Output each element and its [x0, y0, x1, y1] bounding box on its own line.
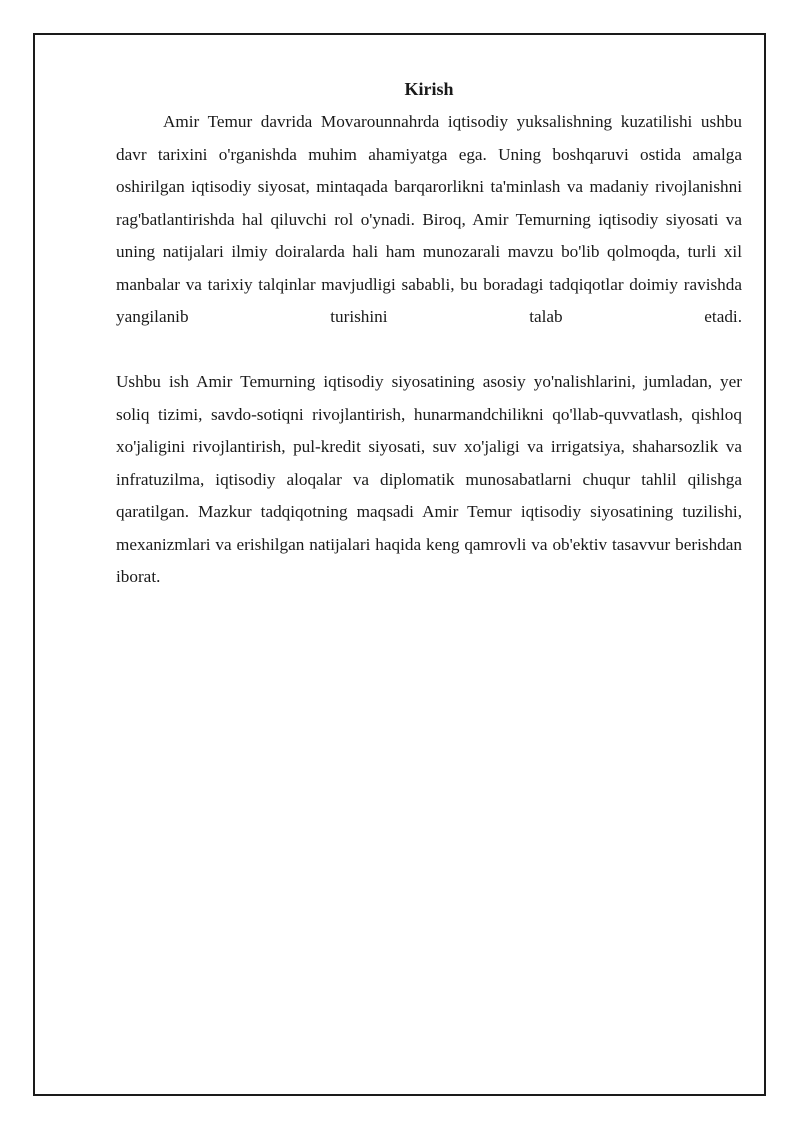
intro-paragraph-1: Amir Temur davrida Movarounnahrda iqtisodiy yuksalishning kuzatilishi ushbu davr tarixini o'rganishda muhim ahamiyatga ega. Uning boshqaruvi ostida amalga oshirilgan iqtisodiy siyosat, mintaqada barqarorlikni ta'minlash va madaniy rivojlanishni rag'batlantirishda hal qiluvchi rol o'ynadi. Biroq, Amir Temurning iqtisodiy siyosati va uning natijalari ilmiy doiralarda hali ham munozarali mavzu bo'lib qolmoqda, turli xil manbalar va tarixiy talqinlar mavjudligi sababli, bu boradagi tadqiqotlar doimiy ravishda yangilanib turishini talab etadi.	[116, 112, 742, 326]
document-body	[116, 75, 742, 594]
document-title: Kirish	[404, 79, 454, 99]
intro-paragraph-2: Ushbu ish Amir Temurning iqtisodiy siyosatining asosiy yo'nalishlarini, jumladan, yer soliq tizimi, savdo-sotiqni rivojlantirish, hunarmandchilikni qo'llab-quvvatlash, qishloq xo'jaligini rivojlantirish, pul-kredit siyosati, suv xo'jaligi va irrigatsiya, shaharsozlik va infratuzilma, iqtisodiy aloqalar va diplomatik munosabatlarni chuqur tahlil qilishga qaratilgan. Mazkur tadqiqotning maqsadi Amir Temur iqtisodiy siyosatining tuzilishi, mexanizmlari va erishilgan natijalari haqida keng qamrovli va ob'ektiv tasavvur berishdan iborat.	[116, 372, 742, 586]
paragraph-spacer	[116, 334, 742, 367]
